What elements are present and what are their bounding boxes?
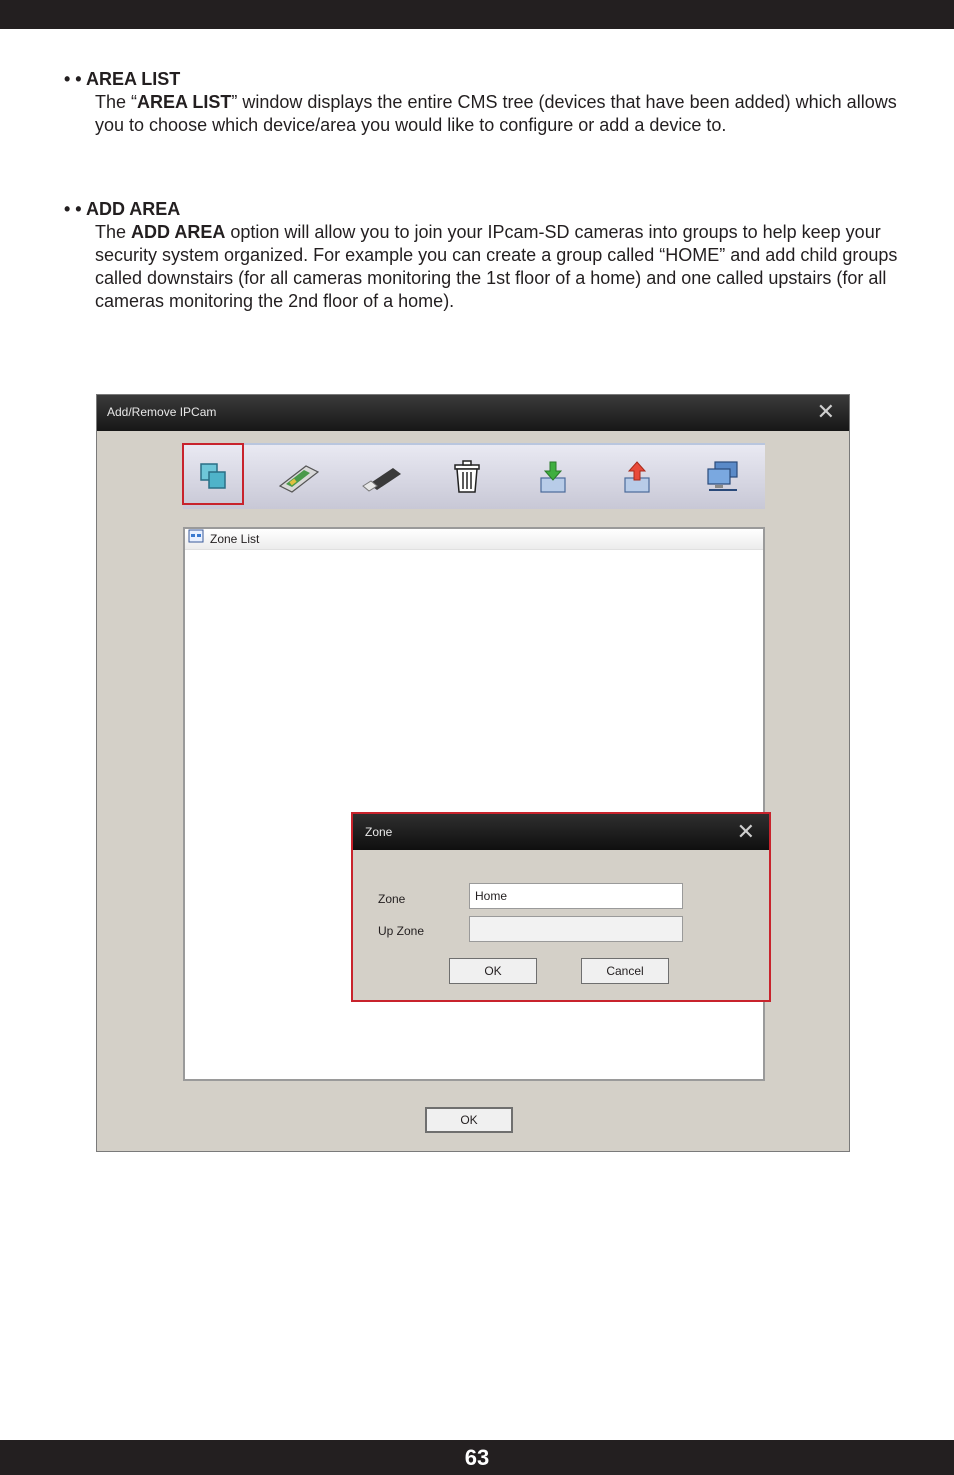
text-post: ” window displays the entire CMS tree (devices that have been added) which allows you to choose which device/area you would like to configure or add a device to. [95, 92, 897, 135]
heading-text: AREA LIST [85, 69, 181, 89]
network-card-icon[interactable] [275, 455, 323, 499]
zone-list-header [185, 529, 763, 550]
text-post: option will allow you to join your IPcam-SD cameras into groups to help keep your security system organized. For example you can create a group called “HOME” and add child groups called downstairs (for all cameras monitoring the 1st floor of a home) and one called upstairs (for all cameras monitoring the 2nd floor of a home). [95, 222, 898, 311]
ok-button[interactable]: OK [425, 1107, 513, 1133]
text-bold: ADD AREA [131, 222, 226, 242]
zone-input[interactable]: Home [469, 883, 683, 909]
zone-list-label: Zone List [210, 532, 260, 546]
area-list-body [95, 91, 904, 137]
dialog-ok-button[interactable]: OK [449, 958, 537, 984]
usb-device-icon[interactable] [359, 455, 407, 499]
text-pre: The “ [95, 92, 138, 112]
close-icon[interactable]: ✕ [816, 399, 835, 424]
top-bar [0, 0, 954, 29]
up-zone-label: Up Zone [378, 924, 425, 938]
bullet: • • [64, 199, 82, 219]
text-pre: The [95, 222, 132, 242]
window-title: Add/Remove IPCam [97, 395, 849, 431]
up-zone-input[interactable] [469, 916, 683, 942]
page-number: 63 [0, 1440, 954, 1475]
import-icon[interactable] [529, 455, 577, 499]
add-remove-ipcam-window [96, 394, 850, 1152]
export-icon[interactable] [613, 455, 661, 499]
area-list-section [64, 68, 904, 137]
zone-label: Zone [378, 892, 406, 906]
area-list-heading [64, 68, 904, 91]
heading-text: ADD AREA [85, 199, 181, 219]
highlight-frame [182, 443, 244, 505]
zone-dialog [351, 812, 771, 1002]
add-area-heading [64, 198, 904, 221]
zone-list-panel[interactable] [183, 527, 765, 1081]
text-bold: AREA LIST [137, 92, 232, 112]
zone-tree-icon [188, 529, 204, 549]
dialog-cancel-button[interactable]: Cancel [581, 958, 669, 984]
bullet: • • [64, 69, 82, 89]
trash-icon[interactable] [443, 455, 491, 499]
network-computers-icon[interactable] [699, 455, 747, 499]
dialog-title: Zone [353, 814, 769, 850]
close-icon[interactable]: ✕ [736, 819, 755, 844]
add-area-section [64, 198, 904, 313]
toolbar [183, 443, 765, 509]
add-area-body [95, 221, 904, 313]
